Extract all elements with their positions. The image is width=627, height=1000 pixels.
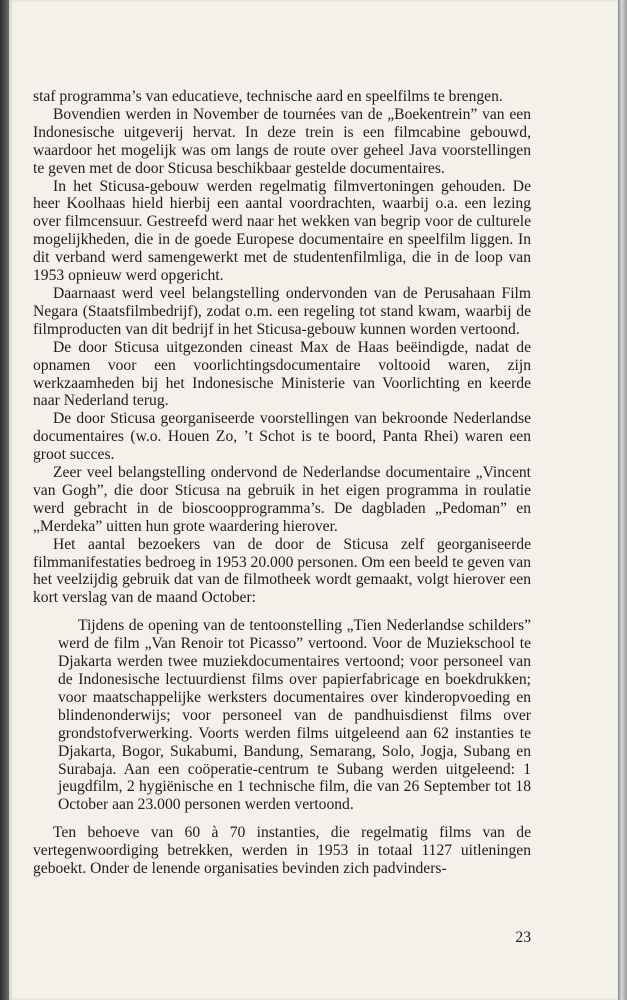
paragraph-2: Bovendien werden in November de tournées van de „Boekentrein” van een Indonesische uitgeverij hervat. In deze trein is een filmcabine gebouwd, waardoor het mogelijk was om langs de route over geheel Java voorstellingen te geven met de door Sticusa beschikbaar gestelde documentaires. (33, 105, 531, 177)
paragraph-4: Daarnaast werd veel belangstelling ondervonden van de Perusahaan Film Negara (Staatsfilmbedrijf), zodat o.m. een regeling tot stand kwam, waarbij de filmproducten van dit bedrijf in het Sticusa-gebouw kunnen worden vertoond. (33, 284, 531, 338)
paragraph-1: staf programma’s van educatieve, technische aard en speelfilms te brengen. (33, 88, 503, 105)
page-number: 23 (515, 929, 531, 946)
paragraph-8: Het aantal bezoekers van de door de Sticusa zelf georganiseerde filmmanifestaties bedroeg in 1953 20.000 personen. Om een beeld te geven van het veelzijdig gebruik dat van de filmotheek wordt gemaakt, volgt hierover een kort verslag van de maand October: (33, 535, 531, 607)
indented-report: Tijdens de opening van de tentoonstelling „Tien Nederlandse schilders” werd de film „Van Renoir tot Picasso” vertoond. Voor de Muziekschool te Djakarta werden twee muziekdocumentaires vertoond; voor personeel van de Indonesische lectuurdienst films over papierfabricage en boekdrukken; voor maatschappelijke werksters documentaires over kinderopvoeding en blindenonderwijs; voor personeel van de pandhuisdienst films over grondstofverwerking. Voorts werden films uitgeleend aan 62 instanties te Djakarta, Bogor, Sukabumi, Bandung, Semarang, Solo, Jogja, Subang en Surabaja. Aan een coöperatie-centrum te Subang werden uitgeleend: 1 jeugdfilm, 2 hygiënische en 1 technische film, die van 26 September tot 18 October aan 23.000 personen werden vertoond. (58, 617, 531, 814)
paragraph-7: Zeer veel belangstelling ondervond de Nederlandse documentaire „Vincent van Gogh”, die door Sticusa na gebruik in het eigen programma in roulatie werd gebracht in de bioscoopprogramma’s. De dagbladen „Pedoman” en „Merdeka” uitten hun grote waardering hierover. (33, 464, 531, 535)
paragraph-5: De door Sticusa uitgezonden cineast Max de Haas beëindigde, nadat de opnamen voor een voorlichtingsdocumentaire voltooid waren, zijn werkzaamheden bij het Indonesische Ministerie van Voorlichting en keerde naar Nederland terug. (33, 338, 531, 410)
body-text (33, 88, 531, 894)
paragraph-3: In het Sticusa-gebouw werden regelmatig filmvertoningen gehouden. De heer Koolhaas hield hierbij een aantal voordrachten, waarbij o.a. een lezing over filmcensuur. Gestreefd werd naar het wekken van begrip voor de culturele mogelijkheden, die in de goede Europese documentaire en speelfilm liggen. In dit verband werd samengewerkt met de studentenfilmliga, die in de loop van 1953 opnieuw werd opgericht. (33, 177, 531, 285)
page-edge (618, 0, 627, 1000)
paragraph-final: Ten behoeve van 60 à 70 instanties, die regelmatig films van de vertegenwoordiging betrekken, werden in 1953 in totaal 1127 uitleningen geboekt. Onder de lenende organisaties bevinden zich padvinders- (33, 824, 531, 878)
book-spine-shadow (0, 0, 9, 1000)
paragraph-6: De door Sticusa georganiseerde voorstellingen van bekroonde Nederlandse documentaires (w.o. Houen Zo, ’t Schot is te boord, Panta Rhei) waren een groot succes. (33, 410, 531, 464)
